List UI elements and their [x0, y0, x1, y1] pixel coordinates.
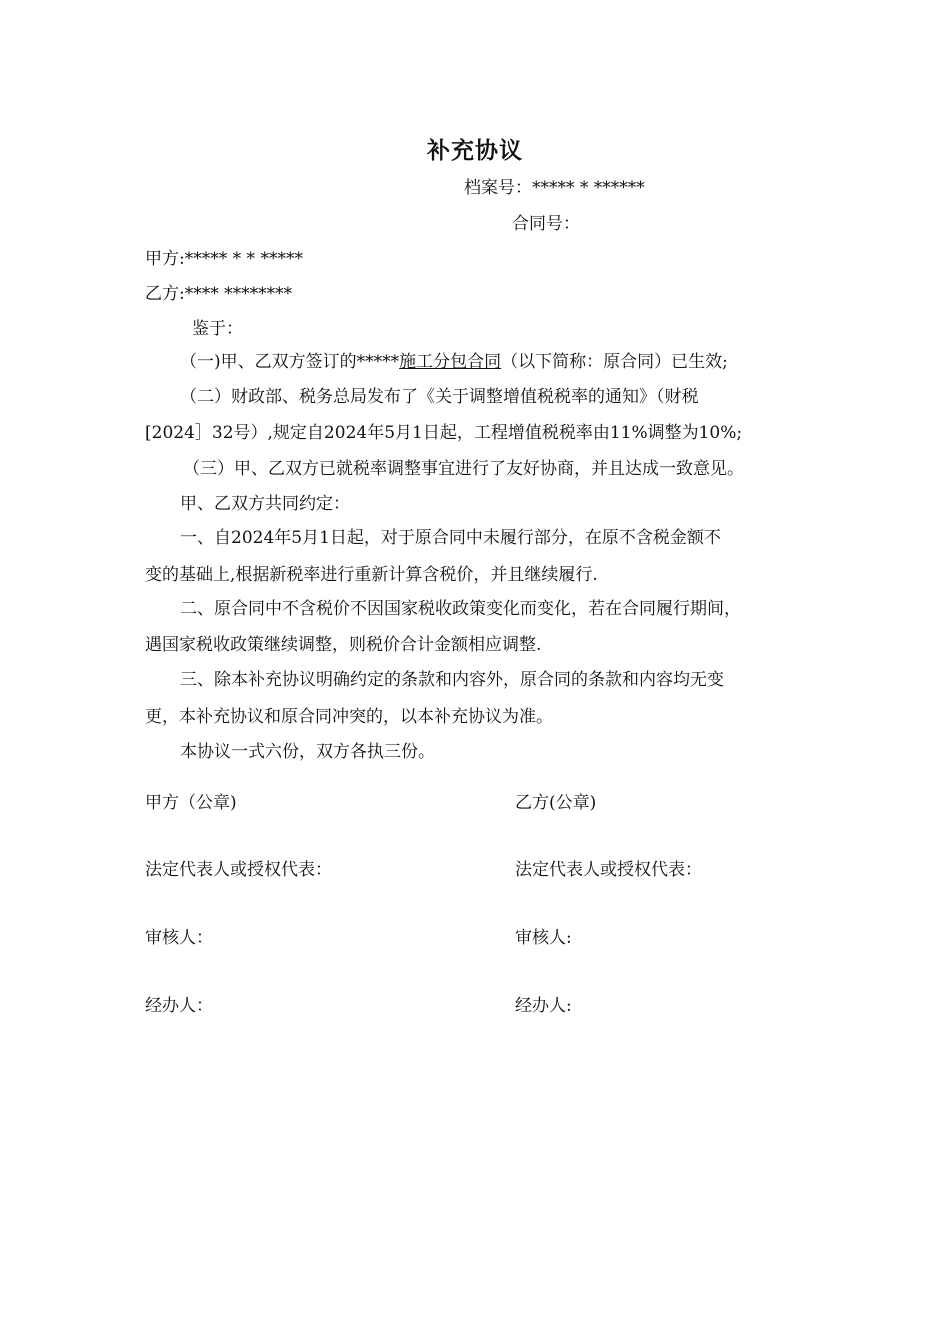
party-a-handler-label: 经办人： — [145, 996, 213, 1016]
archive-number: 档案号：***** * ****** — [464, 178, 645, 198]
recital-1 — [180, 350, 728, 374]
party-b-seal-label: 乙方(公章) — [515, 793, 597, 813]
recital-1-prefix: （一)甲、乙双方签订的***** — [180, 352, 400, 372]
clause-3-line-1: 三、除本补充协议明确约定的条款和内容外，原合同的条款和内容均无变 — [180, 670, 724, 690]
copies-statement: 本协议一式六份，双方各执三份。 — [180, 742, 435, 762]
clause-3-line-2: 更，本补充协议和原合同冲突的，以本补充协议为准。 — [145, 707, 553, 727]
party-b-reviewer-label: 审核人: — [515, 928, 572, 948]
clause-2-line-1: 二、原合同中不含税价不因国家税收政策变化而变化，若在合同履行期间， — [180, 599, 741, 619]
recital-1-contract-name: 施工分包合同 — [399, 352, 502, 372]
recital-3: （三）甲、乙双方已就税率调整事宜进行了友好协商，并且达成一致意见。 — [183, 459, 744, 479]
recital-2-line-1: （二）财政部、税务总局发布了《关于调整增值税税率的通知》（财税 — [180, 387, 699, 407]
clause-2-line-2: 遇国家税收政策继续调整，则税价合计金额相应调整. — [145, 635, 542, 655]
whereas-heading: 鉴于： — [192, 319, 243, 339]
party-a-reviewer-label: 审核人： — [145, 928, 213, 948]
contract-number: 合同号： — [512, 214, 580, 234]
party-a-name: 甲方:***** * * ***** — [145, 249, 303, 269]
agreement-intro: 甲、乙双方共同约定： — [180, 494, 350, 514]
party-b-representative-label: 法定代表人或授权代表： — [515, 860, 702, 880]
party-b-name: 乙方:**** ******** — [145, 284, 293, 304]
recital-2-line-2: [2024］32号）,规定自2024年5月1日起，工程增值税税率由11%调整为10%; — [145, 423, 743, 443]
party-a-representative-label: 法定代表人或授权代表： — [145, 860, 332, 880]
party-b-handler-label: 经办人: — [515, 996, 572, 1016]
party-a-seal-label: 甲方（公章) — [145, 793, 237, 813]
clause-1-line-2: 变的基础上,根据新税率进行重新计算含税价，并且继续履行. — [145, 565, 598, 585]
clause-1-line-1: 一、自2024年5月1日起，对于原合同中未履行部分，在原不含税金额不 — [180, 528, 721, 548]
document-title: 补充协议 — [427, 138, 523, 164]
recital-1-suffix: （以下简称：原合同）已生效; — [501, 352, 728, 372]
